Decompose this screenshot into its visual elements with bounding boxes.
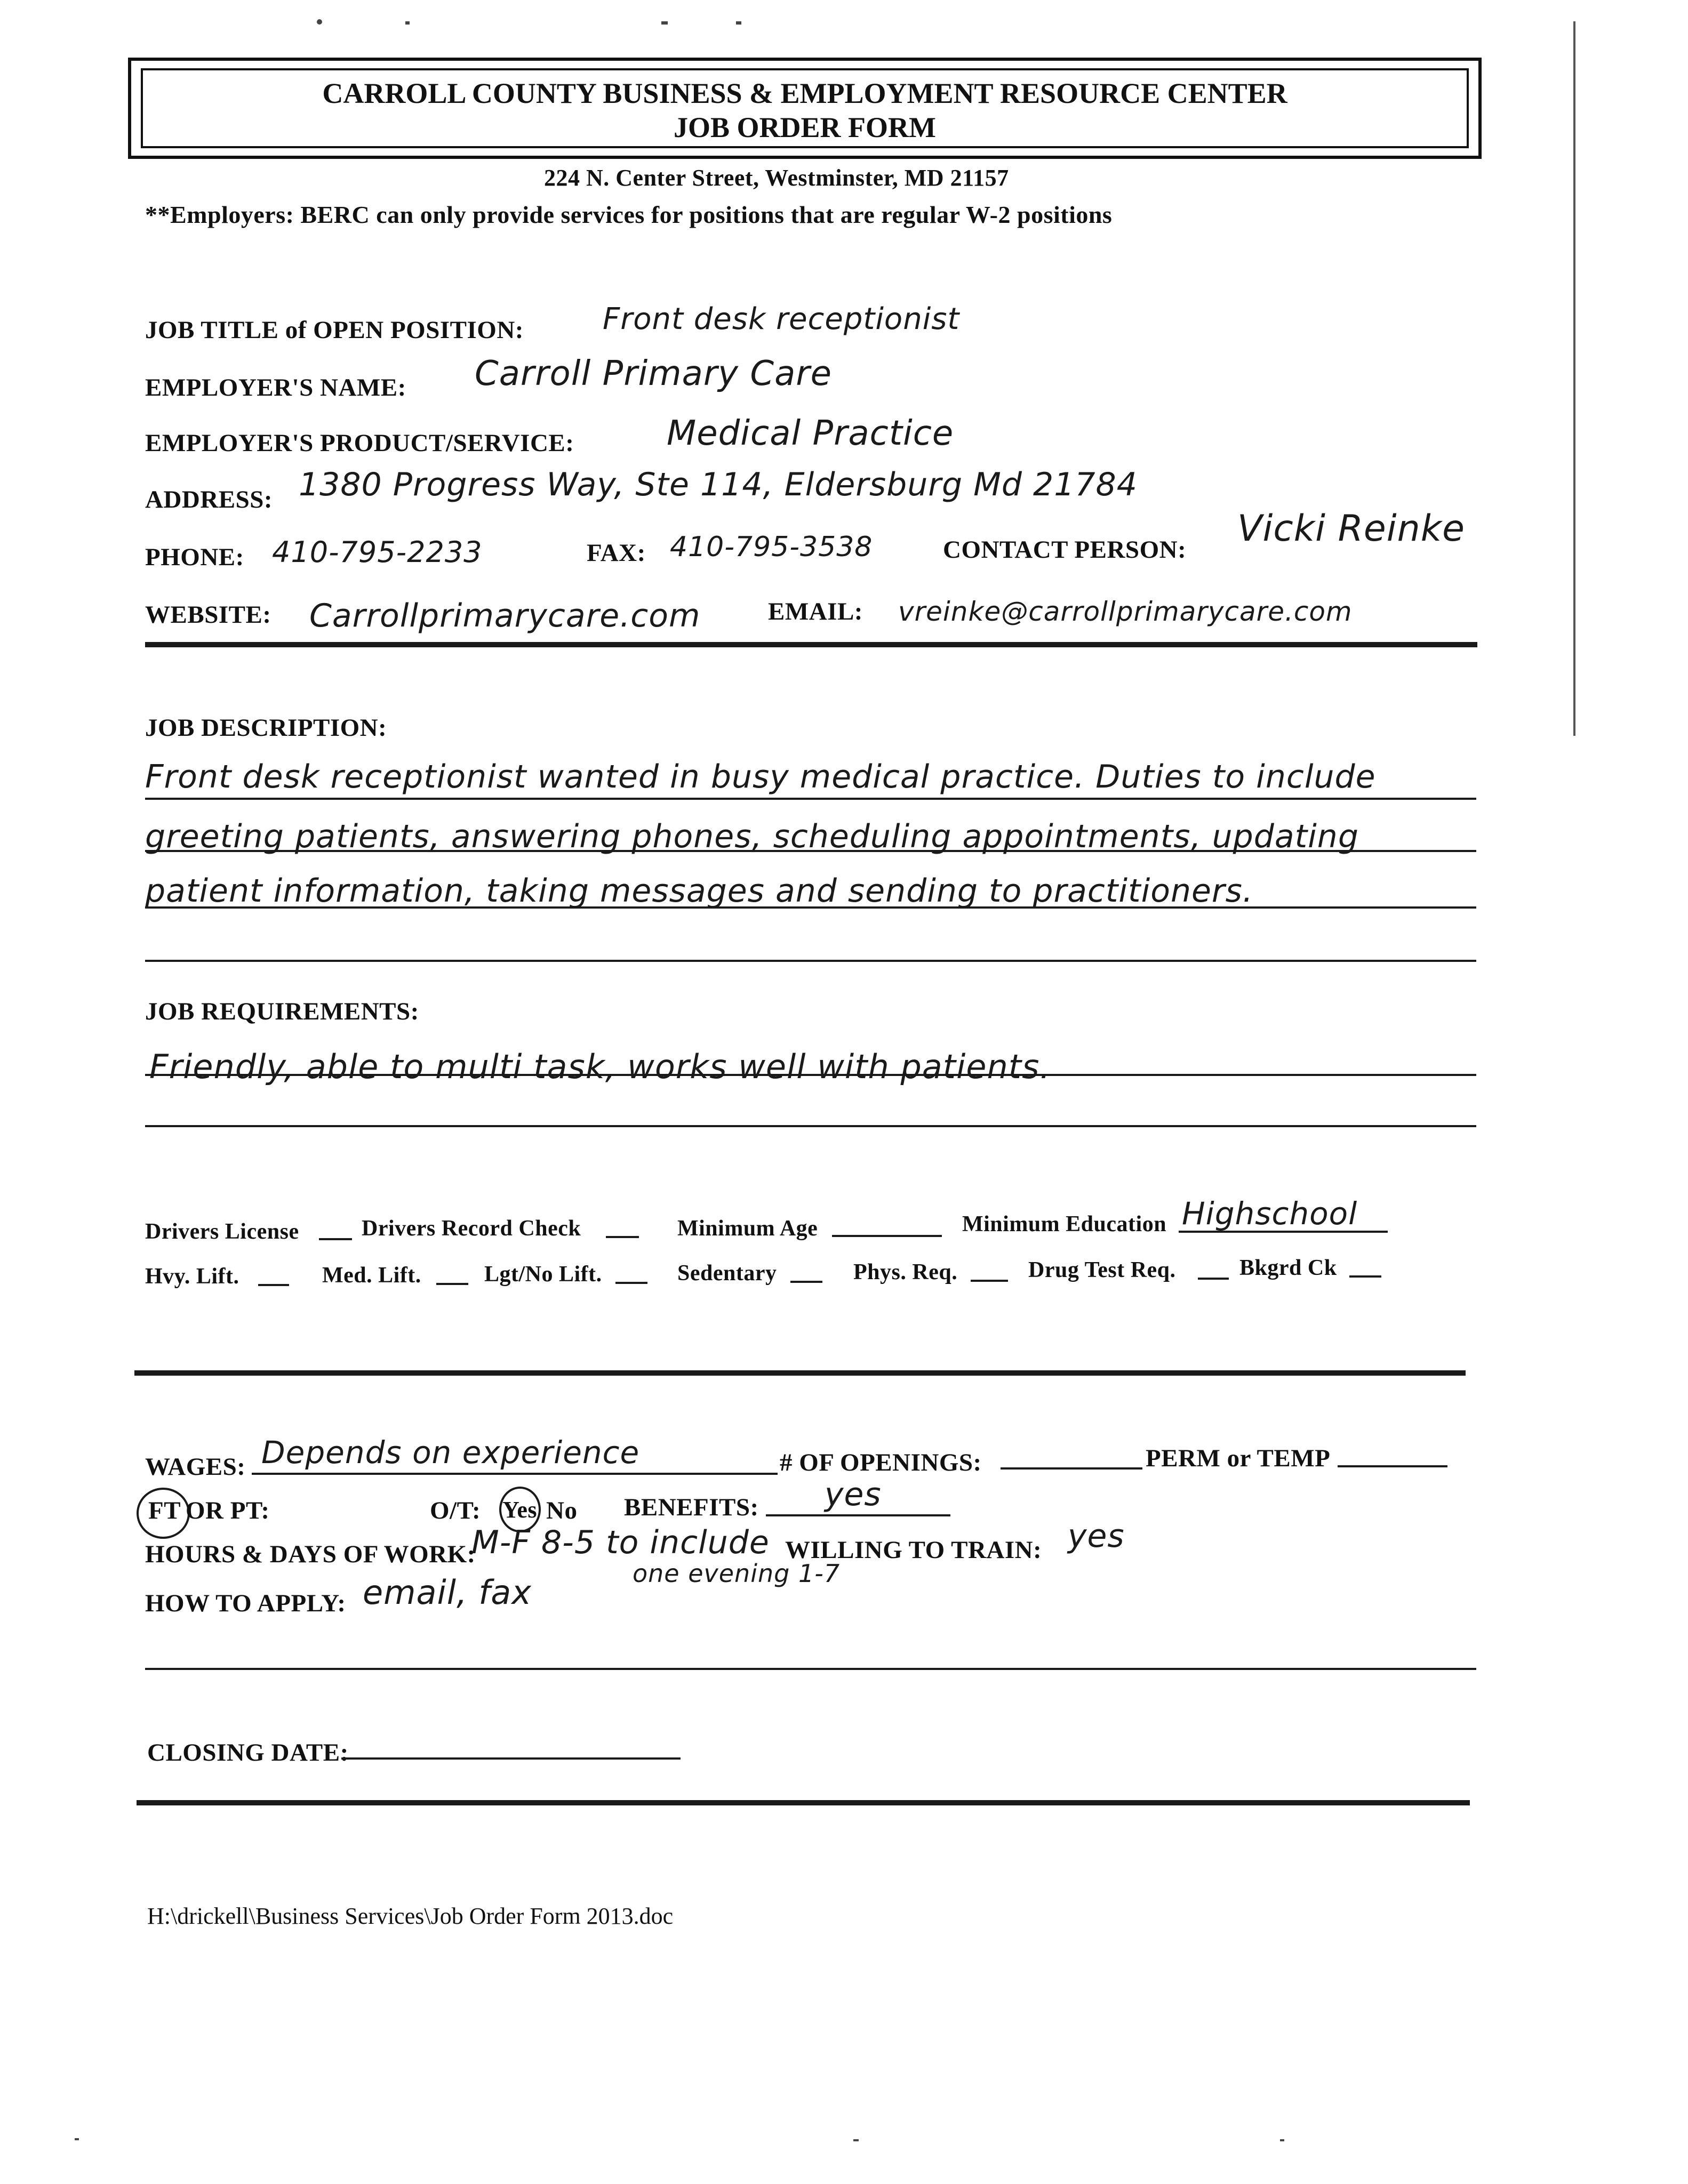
benefits-blank xyxy=(766,1514,950,1516)
description-rule xyxy=(145,906,1476,909)
scan-speck xyxy=(75,2138,79,2140)
section-divider xyxy=(134,1370,1466,1376)
drug-test-label: Drug Test Req. xyxy=(1028,1258,1176,1282)
email-value[interactable]: vreinke@carrollprimarycare.com xyxy=(898,596,1353,627)
wages-label: WAGES: xyxy=(145,1453,246,1481)
hours-value[interactable]: M-F 8-5 to include xyxy=(471,1524,770,1561)
hours-label: HOURS & DAYS OF WORK: xyxy=(145,1540,476,1568)
scan-speck xyxy=(661,21,668,25)
scan-speck xyxy=(1280,2139,1284,2141)
requirements-rule xyxy=(145,1125,1476,1127)
minimum-education-label: Minimum Education xyxy=(962,1212,1167,1236)
benefits-label: BENEFITS: xyxy=(624,1494,759,1521)
hvy-lift-blank[interactable] xyxy=(258,1284,289,1286)
address-label: ADDRESS: xyxy=(145,486,273,513)
section-divider xyxy=(145,642,1477,647)
header-inner-border xyxy=(141,68,1469,148)
apply-label: HOW TO APPLY: xyxy=(145,1589,346,1617)
contact-person-label: CONTACT PERSON: xyxy=(943,536,1187,564)
hours-extra-value[interactable]: one evening 1-7 xyxy=(633,1559,841,1588)
phone-value[interactable]: 410-795-2233 xyxy=(272,535,483,569)
scan-edge-line xyxy=(1573,21,1575,736)
description-rule xyxy=(145,798,1476,800)
ft-label[interactable]: FT xyxy=(148,1497,181,1524)
sedentary-label: Sedentary xyxy=(677,1261,777,1286)
drug-test-blank[interactable] xyxy=(1198,1278,1229,1280)
lgt-lift-blank[interactable] xyxy=(615,1282,647,1284)
benefits-value[interactable]: yes xyxy=(825,1476,882,1513)
hvy-lift-label: Hvy. Lift. xyxy=(145,1264,239,1289)
lgt-lift-label: Lgt/No Lift. xyxy=(484,1262,602,1287)
bkgrd-ck-label: Bkgrd Ck xyxy=(1239,1256,1337,1280)
address-value[interactable]: 1380 Progress Way, Ste 114, Eldersburg Md 21784 xyxy=(299,466,1138,503)
contact-person-value[interactable]: Vicki Reinke xyxy=(1237,508,1465,550)
sedentary-blank[interactable] xyxy=(790,1281,822,1283)
apply-rule xyxy=(145,1668,1476,1670)
perm-temp-label: PERM or TEMP xyxy=(1146,1444,1331,1472)
wages-value[interactable]: Depends on experience xyxy=(261,1434,640,1471)
drivers-license-blank[interactable] xyxy=(319,1238,352,1240)
perm-temp-blank[interactable] xyxy=(1338,1465,1447,1467)
wages-blank xyxy=(252,1473,778,1475)
section-divider xyxy=(137,1800,1470,1805)
job-description-line[interactable]: patient information, taking messages and sending to practitioners. xyxy=(145,872,1253,910)
med-lift-blank[interactable] xyxy=(436,1283,468,1285)
phone-label: PHONE: xyxy=(145,543,244,571)
drivers-license-label: Drivers License xyxy=(145,1219,299,1244)
product-service-value[interactable]: Medical Practice xyxy=(667,414,954,453)
fax-value[interactable]: 410-795-3538 xyxy=(670,531,873,563)
scan-speck xyxy=(405,21,410,25)
website-label: WEBSITE: xyxy=(145,601,271,629)
scan-speck xyxy=(853,2139,859,2141)
footer-file-path: H:\drickell\Business Services\Job Order Form 2013.doc xyxy=(147,1903,674,1929)
openings-label: # OF OPENINGS: xyxy=(780,1449,982,1476)
train-value[interactable]: yes xyxy=(1068,1517,1125,1555)
ot-label: O/T: xyxy=(430,1497,481,1524)
job-title-value[interactable]: Front desk receptionist xyxy=(603,302,960,336)
train-label: WILLING TO TRAIN: xyxy=(785,1536,1042,1564)
website-value[interactable]: Carrollprimarycare.com xyxy=(309,597,701,635)
drivers-record-blank[interactable] xyxy=(606,1236,639,1238)
scan-speck xyxy=(736,21,741,25)
minimum-age-blank[interactable] xyxy=(832,1235,942,1237)
minimum-education-value[interactable]: Highschool xyxy=(1182,1195,1358,1232)
employer-name-label: EMPLOYER'S NAME: xyxy=(145,374,406,402)
bkgrd-ck-blank[interactable] xyxy=(1349,1275,1381,1278)
closing-date-blank[interactable] xyxy=(341,1757,681,1760)
requirements-rule xyxy=(145,1074,1476,1076)
openings-blank[interactable] xyxy=(1001,1467,1142,1470)
job-description-line[interactable]: greeting patients, answering phones, scheduling appointments, updating xyxy=(145,818,1359,855)
phys-req-blank[interactable] xyxy=(971,1280,1008,1282)
email-label: EMAIL: xyxy=(768,598,863,625)
fax-label: FAX: xyxy=(587,539,646,567)
job-description-line[interactable]: Front desk receptionist wanted in busy medical practice. Duties to include xyxy=(145,758,1376,796)
employer-name-value[interactable]: Carroll Primary Care xyxy=(475,354,832,394)
job-requirements-line[interactable]: Friendly, able to multi task, works well with patients. xyxy=(149,1047,1051,1086)
drivers-record-label: Drivers Record Check xyxy=(362,1216,581,1241)
job-requirements-label: JOB REQUIREMENTS: xyxy=(145,998,419,1025)
phys-req-label: Phys. Req. xyxy=(853,1260,958,1284)
form-org-title: CARROLL COUNTY BUSINESS & EMPLOYMENT RESOURCE CENTER xyxy=(322,77,1287,109)
apply-value[interactable]: email, fax xyxy=(363,1573,532,1612)
job-description-label: JOB DESCRIPTION: xyxy=(145,714,387,742)
or-pt-label: OR PT: xyxy=(186,1497,270,1524)
description-rule xyxy=(145,850,1476,852)
description-rule xyxy=(145,960,1476,962)
scan-speck xyxy=(317,19,322,25)
closing-date-label: CLOSING DATE: xyxy=(147,1739,349,1767)
minimum-age-label: Minimum Age xyxy=(677,1216,818,1241)
header-box xyxy=(128,58,1482,159)
form-title: JOB ORDER FORM xyxy=(674,111,936,143)
center-address: 224 N. Center Street, Westminster, MD 21157 xyxy=(544,165,1009,191)
med-lift-label: Med. Lift. xyxy=(322,1263,421,1288)
job-title-label: JOB TITLE of OPEN POSITION: xyxy=(145,316,524,344)
product-service-label: EMPLOYER'S PRODUCT/SERVICE: xyxy=(145,429,574,457)
ot-no-option[interactable]: No xyxy=(546,1497,578,1524)
employer-notice: **Employers: BERC can only provide services for positions that are regular W-2 positions xyxy=(145,201,1113,228)
minimum-education-blank xyxy=(1179,1231,1388,1233)
ot-yes-option[interactable]: Yes xyxy=(502,1497,538,1523)
